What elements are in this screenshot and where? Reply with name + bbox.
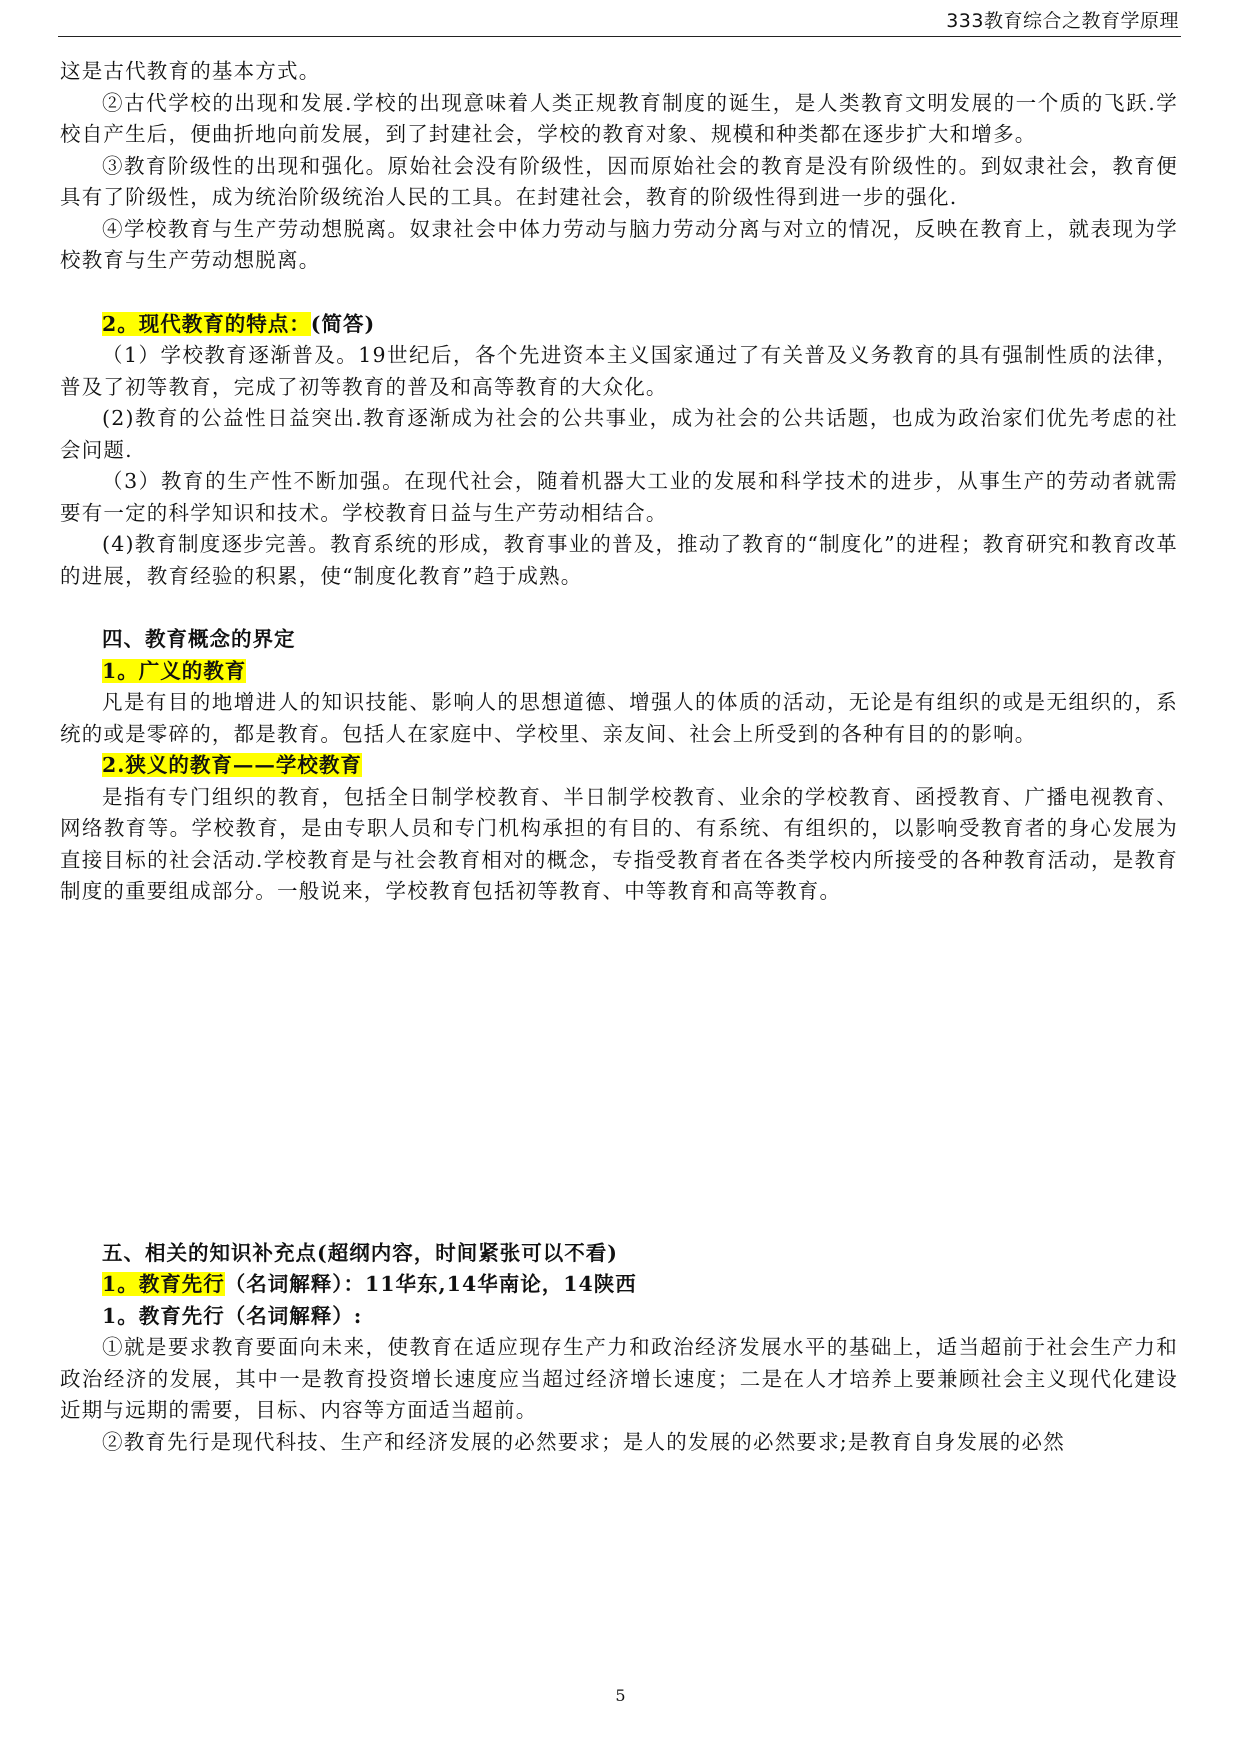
- heading-education-priority-definition: 1。教育先行（名词解释）:: [102, 1303, 363, 1328]
- paragraph-class-nature: ③教育阶级性的出现和强化。原始社会没有阶级性，因而原始社会的教育是没有阶级性的。到奴隶社会，教育便具有了阶级性，成为统治阶级统治人民的工具。在封建社会，教育的阶级性得到进一步的强化.: [60, 153, 1178, 209]
- page-number: 5: [615, 1686, 626, 1705]
- heading-note: (简答): [310, 311, 376, 336]
- paragraph-modern-4: (4)教育制度逐步完善。教育系统的形成，教育事业的普及，推动了教育的“制度化”的进程；教育研究和教育改革的进展，教育经验的积累，使“制度化教育”趋于成熟。: [60, 532, 1178, 588]
- paragraph-narrow-education: 是指有专门组织的教育，包括全日制学校教育、半日制学校教育、业余的学校教育、函授教育、广播电视教育、网络教育等。学校教育，是由专职人员和专门机构承担的有目的、有系统、有组织的，以影响受教育者的身心发展为直接目标的社会活动.学校教育是与社会教育相对的概念，专指受教育者在各类学校内所接受的各种教育活动，是教育制度的重要组成部分。一般说来，学校教育包括初等教育、中等教育和高等教育。: [60, 784, 1178, 903]
- heading-education-priority: [60, 1269, 1178, 1301]
- paragraph-school-labor-separation: ④学校教育与生产劳动想脱离。奴隶社会中体力劳动与脑力劳动分离与对立的情况，反映在教育上，就表现为学校教育与生产劳动想脱离。: [60, 216, 1178, 272]
- paragraph-modern-3: （3）教育的生产性不断加强。在现代社会，随着机器大工业的发展和科学技术的进步，从事生产的劳动者就需要有一定的科学知识和技术。学校教育日益与生产劳动相结合。: [60, 469, 1178, 525]
- heading-highlight: 2.狭义的教育——学校教育: [102, 753, 362, 777]
- header-rule: [58, 36, 1181, 37]
- heading-sources: （名词解释）：11华东,14华南论，14陕西: [224, 1272, 637, 1296]
- heading-highlight: 1。教育先行: [102, 1272, 225, 1296]
- heading-section-4: 四、教育概念的界定: [102, 627, 296, 651]
- paragraph-broad-education: 凡是有目的地增进人的知识技能、影响人的思想道德、增强人的体质的活动，无论是有组织的或是无组织的，系统的或是零碎的，都是教育。包括人在家庭中、学校里、亲友间、社会上所受到的各种有目的的影响。: [60, 690, 1178, 746]
- spacer: [60, 277, 1178, 309]
- document-body: [60, 56, 1178, 1458]
- paragraph-modern-1: （1）学校教育逐渐普及。19世纪后，各个先进资本主义国家通过了有关普及义务教育的具有强制性质的法律，普及了初等教育，完成了初等教育的普及和高等教育的大众化。: [60, 343, 1178, 399]
- heading-highlight: 1。广义的教育: [102, 658, 247, 683]
- paragraph-ancient-schools: ②古代学校的出现和发展.学校的出现意味着人类正规教育制度的诞生，是人类教育文明发展的一个质的飞跃.学校自产生后，便曲折地向前发展，到了封建社会，学校的教育对象、规模和种类都在逐步扩大和增多。: [60, 90, 1178, 146]
- spacer: [60, 592, 1178, 624]
- page-header-title: 333教育综合之教育学原理: [946, 10, 1179, 32]
- heading-section-5: 五、相关的知识补充点(超纲内容，时间紧张可以不看): [102, 1240, 618, 1265]
- paragraph-priority-b: ②教育先行是现代科技、生产和经济发展的必然要求；是人的发展的必然要求;是教育自身发展的必然: [102, 1429, 1065, 1454]
- heading-narrow-education: [60, 750, 1178, 782]
- heading-broad-education: [60, 656, 1178, 688]
- paragraph-ancient-basic-mode: 这是古代教育的基本方式。: [60, 59, 321, 83]
- heading-modern-education-features: [60, 309, 1178, 341]
- heading-highlight: 2。现代教育的特点：: [102, 311, 311, 336]
- paragraph-modern-2: (2)教育的公益性日益突出.教育逐渐成为社会的公共事业，成为社会的公共话题，也成为政治家们优先考虑的社会问题.: [60, 406, 1178, 462]
- blank-space: [60, 908, 1178, 1238]
- paragraph-priority-a: ①就是要求教育要面向未来，使教育在适应现存生产力和政治经济发展水平的基础上，适当超前于社会生产力和政治经济的发展，其中一是教育投资增长速度应当超过经济增长速度；二是在人才培养上要兼顾社会主义现代化建设近期与远期的需要，目标、内容等方面适当超前。: [60, 1335, 1178, 1422]
